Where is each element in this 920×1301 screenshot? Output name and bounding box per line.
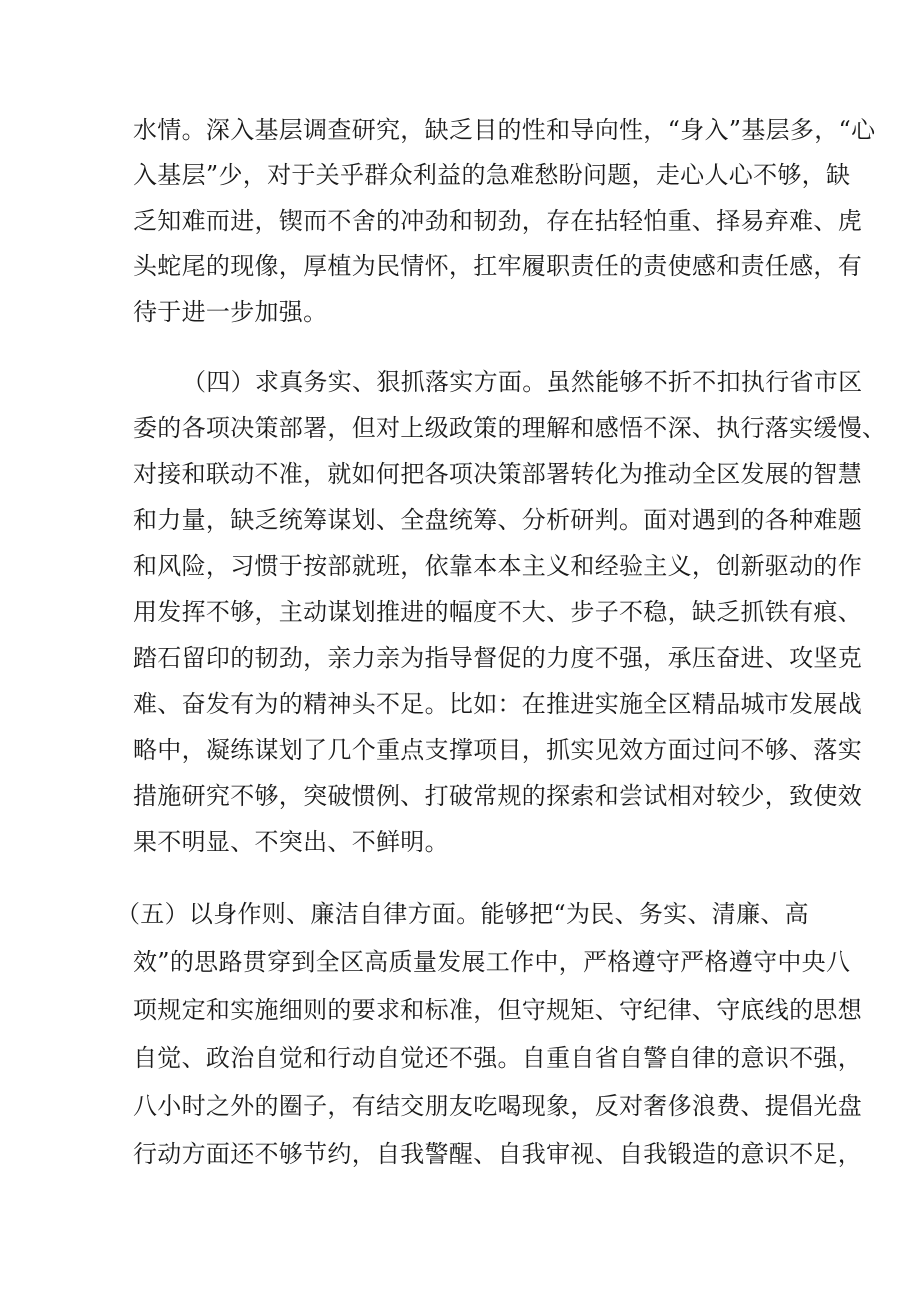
text-line: 行动方面还不够节约，自我警醒、自我审视、自我锻造的意识不足， (133, 1140, 862, 1168)
text-line: 措施研究不够，突破惯例、打破常规的探索和尝试相对较少，致使效 (133, 782, 862, 810)
text-line: 头蛇尾的现像，厚植为民情怀，扛牢履职责任的责使感和责任感，有 (133, 252, 862, 280)
text-line: 果不明显、不突出、不鲜明。 (133, 828, 449, 856)
text-line: 踏石留印的韧劲，亲力亲为指导督促的力度不强，承压奋进、攻坚克 (133, 644, 862, 672)
text-line: 对接和联动不准，就如何把各项决策部署转化为推动全区发展的智慧 (133, 460, 862, 488)
text-line: 委的各项决策部署，但对上级政策的理解和感悟不深、执行落实缓慢、 (133, 414, 887, 442)
text-line: 和风险，习惯于按部就班，依靠本本主义和经验主义，创新驱动的作 (133, 552, 862, 580)
section-heading-line: （五）以身作则、廉洁自律方面。能够把“为民、务实、清廉、高 (116, 900, 809, 928)
text-line: 八小时之外的圈子，有结交朋友吃喝现象，反对奢侈浪费、提倡光盘 (133, 1092, 862, 1120)
text-line: 乏知难而进，锲而不舍的冲劲和韧劲，存在拈轻怕重、择易弃难、虎 (133, 207, 862, 235)
text-line: 项规定和实施细则的要求和标准，但守规矩、守纪律、守底线的思想 (133, 996, 862, 1024)
text-line: 水情。深入基层调查研究，缺乏目的性和导向性，“身入”基层多，“心 (133, 116, 876, 144)
text-line: 用发挥不够，主动谋划推进的幅度不大、步子不稳，缺乏抓铁有痕、 (133, 598, 862, 626)
text-line: 待于进一步加强。 (133, 298, 328, 326)
text-line: 和力量，缺乏统筹谋划、全盘统筹、分析研判。面对遇到的各种难题 (133, 506, 862, 534)
text-line: 略中，凝练谋划了几个重点支撑项目，抓实见效方面过问不够、落实 (133, 736, 862, 764)
section-heading-line: （四）求真务实、狠抓落实方面。虽然能够不折不扣执行省市区 (182, 368, 863, 396)
text-line: 自觉、政治自觉和行动自觉还不强。自重自省自警自律的意识不强， (133, 1044, 862, 1072)
text-line: 难、奋发有为的精神头不足。比如：在推进实施全区精品城市发展战 (133, 690, 862, 718)
text-line: 效”的思路贯穿到全区高质量发展工作中，严格遵守严格遵守中央八 (133, 948, 851, 976)
text-line: 入基层”少，对于关乎群众利益的急难愁盼问题，走心人心不够，缺 (133, 161, 851, 189)
